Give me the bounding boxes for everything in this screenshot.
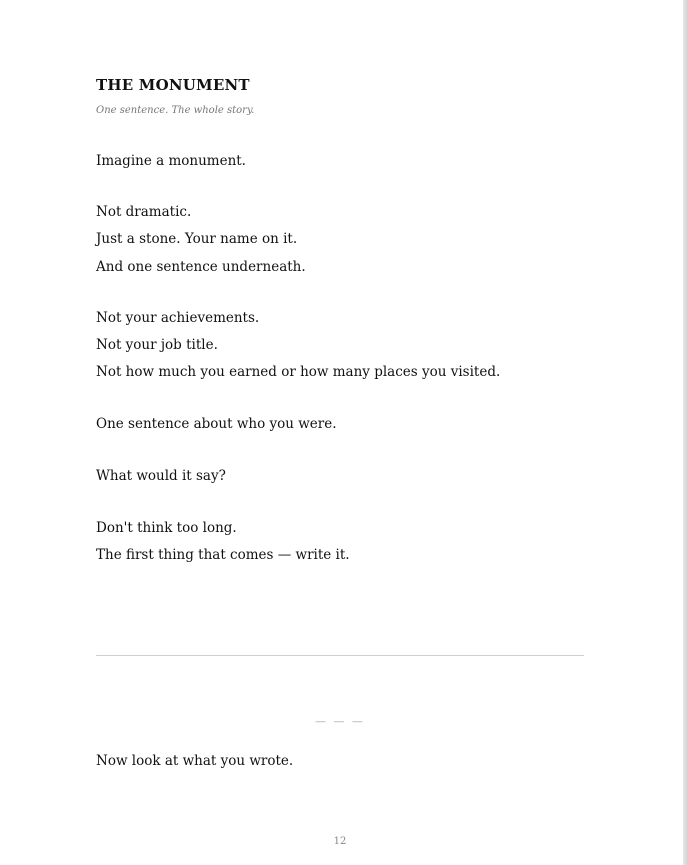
page-title: THE MONUMENT	[96, 76, 250, 94]
body-line: Imagine a monument.	[96, 153, 246, 169]
section-separator: — — —	[315, 715, 365, 728]
page-edge-shadow	[683, 0, 688, 865]
body-line: The first thing that comes — write it.	[96, 547, 350, 563]
body-line: One sentence about who you were.	[96, 416, 337, 432]
body-line: Don't think too long.	[96, 520, 237, 536]
body-line: And one sentence underneath.	[96, 259, 306, 275]
page-subtitle: One sentence. The whole story.	[96, 105, 255, 116]
body-line: Not your job title.	[96, 337, 218, 353]
body-line: Not your achievements.	[96, 310, 260, 326]
page-number: 12	[333, 836, 347, 847]
body-line: Not how much you earned or how many places you visited.	[96, 364, 501, 380]
horizontal-divider	[96, 655, 584, 656]
body-line: Just a stone. Your name on it.	[96, 231, 298, 247]
body-line: What would it say?	[96, 468, 226, 484]
closing-line: Now look at what you wrote.	[96, 753, 294, 769]
body-line: Not dramatic.	[96, 204, 192, 220]
